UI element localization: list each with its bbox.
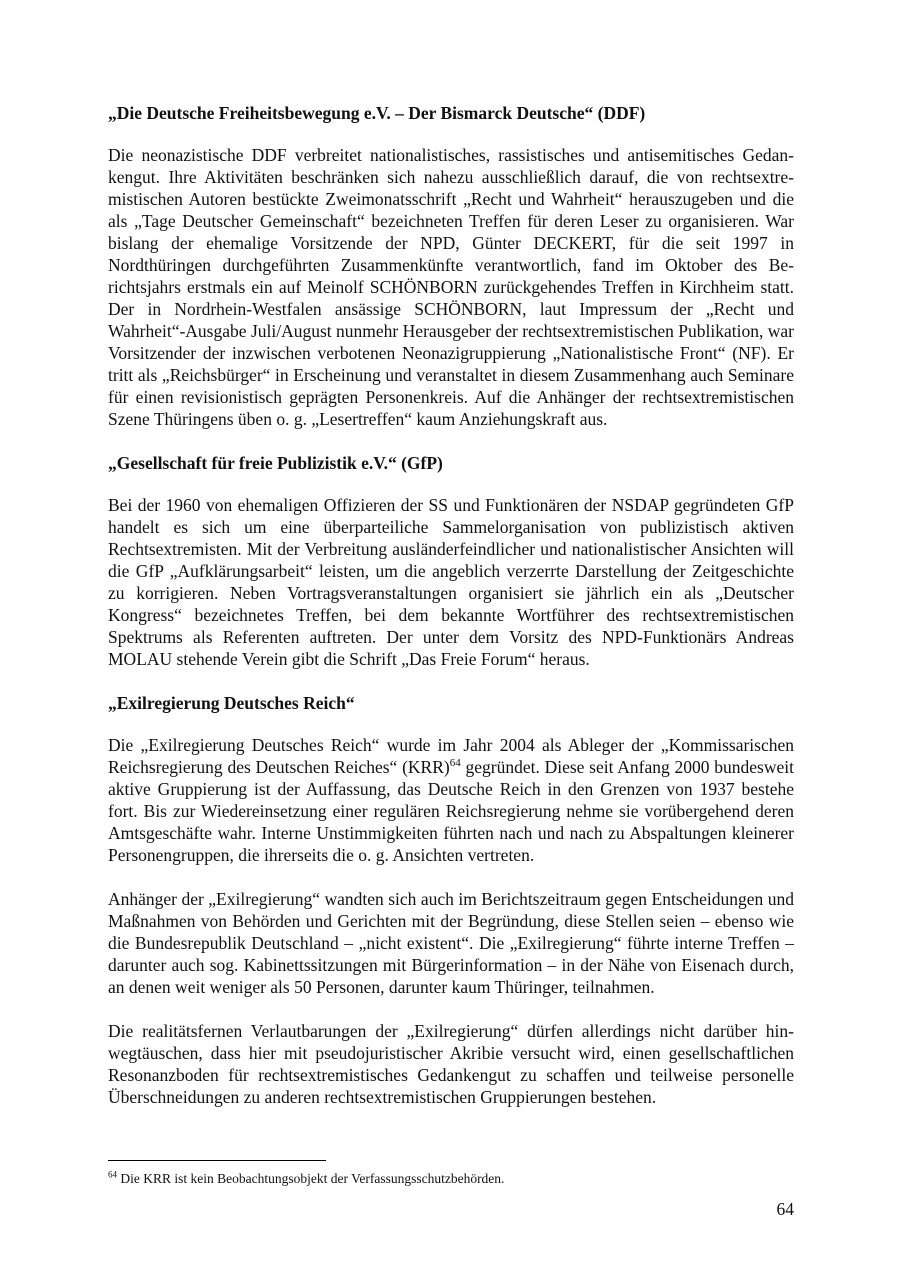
section-heading-gfp: „Gesellschaft für freie Publizistik e.V.“ (GfP) (108, 453, 443, 473)
paragraph-text: gegründet. Diese seit Anfang 2000 bundesweit aktive Gruppierung ist der Auffassung, das Deutsche Reich in den Grenzen von 1937 bestehe fort. Bis zur Wiedereinsetzung einer regulären Reichsregierung nehme sie vorübergehend deren Amtsgeschäfte wahr. Interne Unstimmigkeiten führten nach und nach zu Abspaltungen kleinerer Personengruppen, die ihrerseits die o. g. Ansichten vertreten. (108, 757, 794, 865)
paragraph-ddf: Die neonazistische DDF verbreitet nationalistisches, rassistisches und antisemitisches Gedankengut. Ihre Aktivitäten beschränken sich nahezu ausschließlich darauf, die von rechtsextremistischen Autoren bestückte Zweimonatsschrift „Recht und Wahrheit“ herauszugeben und die als „Tage Deutscher Gemeinschaft“ bezeichneten Treffen für deren Leser zu organisieren. War bislang der ehemalige Vorsitzende der NPD, Günter DECKERT, für die seit 1997 in Nordthüringen durchgeführten Zusammenkünfte verantwortlich, fand im Oktober des Berichtsjahrs erstmals ein auf Meinolf SCHÖNBORN zurückgehendes Treffen in Kirchheim statt. Der in Nordrhein-Westfalen ansässige SCHÖNBORN, laut Impressum der „Recht und Wahrheit“-Ausgabe Juli/August nunmehr Herausgeber der rechtsextremistischen Publikation, war Vorsitzender der inzwischen verbotenen Neonazigruppierung „Nationalistische Front“ (NF). Er tritt als „Reichsbürger“ in Erscheinung und veranstaltet in diesem Zusammenhang auch Seminare für einen revisionistisch geprägten Personenkreis. Auf die Anhänger der rechtsextremistischen Szene Thüringens üben o. g. „Lesertreffen“ kaum Anziehungskraft aus. (108, 145, 794, 429)
page-number: 64 (776, 1199, 794, 1219)
footnote-reference[interactable]: 64 (449, 757, 461, 770)
section-heading-ddf: „Die Deutsche Freiheitsbewegung e.V. – Der Bismarck Deutsche“ (DDF) (108, 103, 646, 123)
footnote-separator (108, 1160, 326, 1161)
section-heading-exilregierung: „Exilregierung Deutsches Reich“ (108, 693, 355, 713)
page-body (108, 102, 794, 1108)
paragraph-exilregierung-2: Anhänger der „Exilregierung“ wandten sich auch im Berichtszeitraum gegen Entscheidungen und Maßnahmen von Behörden und Gerichten mit der Begründung, diese Stellen seien – ebenso wie die Bundesrepublik Deutschland – „nicht existent“. Die „Exilregierung“ führte interne Treffen – darunter auch sog. Kabinettssitzungen mit Bürgerinformation – in der Nähe von Eisenach durch, an denen weit weniger als 50 Personen, darunter kaum Thüringer, teilnahmen. (108, 889, 794, 997)
paragraph-exilregierung-1 (108, 734, 794, 866)
footnote-text: Die KRR ist kein Beobachtungsobjekt der Verfassungsschutzbehörden. (117, 1171, 505, 1186)
paragraph-exilregierung-3: Die realitätsfernen Verlautbarungen der „Exilregierung“ dürfen allerdings nicht darüber hinwegtäuschen, dass hier mit pseudojuristischer Akribie versucht wird, einen gesellschaftlichen Resonanzboden für rechtsextremistisches Gedankengut zu schaffen und teilweise personelle Überschneidungen zu anderen rechtsextremistischen Gruppierungen bestehen. (108, 1021, 794, 1107)
footnote-number: 64 (108, 1169, 117, 1180)
paragraph-gfp: Bei der 1960 von ehemaligen Offizieren der SS und Funktionären der NSDAP gegründeten GfP handelt es sich um eine überparteiliche Sammelorganisation von publizistisch aktiven Rechtsextremisten. Mit der Verbreitung ausländerfeindlicher und nationalistischer Ansichten will die GfP „Aufklärungsarbeit“ leisten, um die angeblich verzerrte Darstellung der Zeitgeschichte zu korrigieren. Neben Vortragsveranstaltungen organisiert sie jährlich ein als „Deutscher Kongress“ bezeichnetes Treffen, bei dem bekannte Wortführer des rechtsextremistischen Spektrums als Referenten auftreten. Der unter dem Vorsitz des NPD-Funktionärs Andreas MOLAU stehende Verein gibt die Schrift „Das Freie Forum“ heraus. (108, 495, 794, 669)
footnote (108, 1170, 794, 1187)
paragraph-text: Die „Exilregierung Deutsches Reich“ wurde im Jahr 2004 als Ableger der „Kommissarischen Reichsregierung des Deutschen Reiches“ (KRR) (108, 735, 794, 777)
